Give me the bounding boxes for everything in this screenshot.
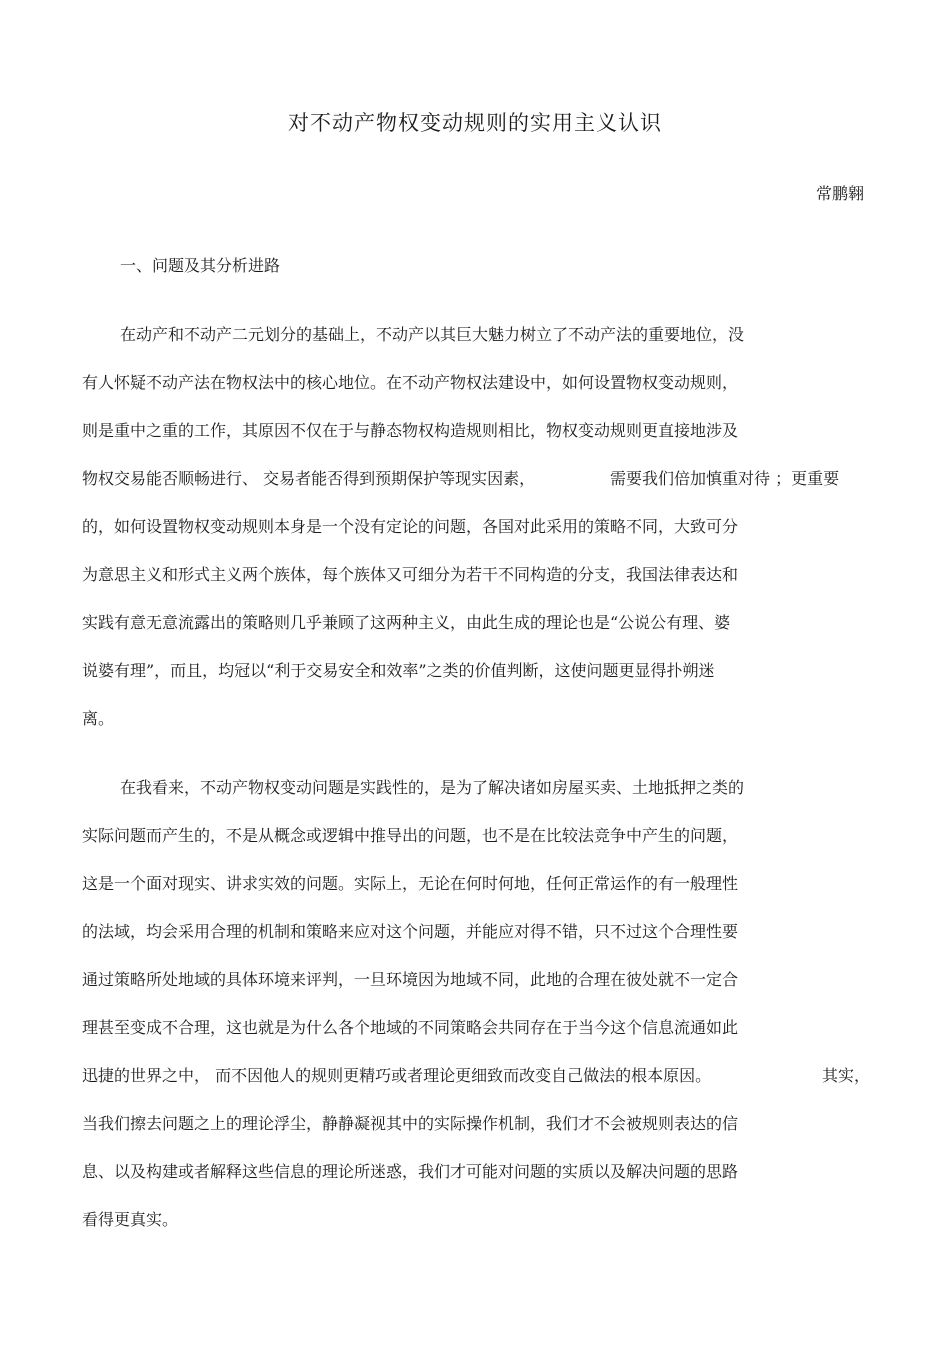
paragraph-line: 为意思主义和形式主义两个族体，每个族体又可细分为若干不同构造的分支，我国法律表达和 (82, 565, 739, 584)
paragraph-line: 实践有意无意流露出的策略则几乎兼顾了这两种主义，由此生成的理论也是“公说公有理、婆 (82, 613, 731, 632)
paragraph-line: 的，如何设置物权变动规则本身是一个没有定论的问题，各国对此采用的策略不同，大致可分 (82, 517, 739, 536)
paragraph-line: 看得更真实。 (82, 1210, 179, 1229)
paragraph-line: 在动产和不动产二元划分的基础上，不动产以其巨大魅力树立了不动产法的重要地位，没 (120, 325, 745, 344)
section-heading: 一、问题及其分析进路 (120, 256, 281, 275)
paragraph-line-tail: 其实， (822, 1066, 871, 1085)
paragraph-line: 有人怀疑不动产法在物权法中的核心地位。在不动产物权法建设中，如何设置物权变动规则， (82, 373, 739, 392)
paragraph-line: 通过策略所处地域的具体环境来评判，一旦环境因为地域不同，此地的合理在彼处就不一定合 (82, 970, 739, 989)
paragraph-line: 迅捷的世界之中， 而不因他人的规则更精巧或者理论更细致而改变自己做法的根本原因。 (82, 1066, 712, 1085)
author-name: 常鹏翱 (815, 184, 864, 203)
paragraph-line: 息、以及构建或者解释这些信息的理论所迷惑，我们才可能对问题的实质以及解决问题的思路 (82, 1162, 739, 1181)
paragraph-line: 物权交易能否顺畅进行、 交易者能否得到预期保护等现实因素， (82, 469, 536, 488)
paragraph-line: 则是重中之重的工作，其原因不仅在于与静态物权构造规则相比，物权变动规则更直接地涉及 (82, 421, 739, 440)
paragraph-line: 离。 (82, 709, 115, 728)
paragraph-line: 当我们擦去问题之上的理论浮尘，静静凝视其中的实际操作机制，我们才不会被规则表达的信 (82, 1114, 739, 1133)
paragraph-line: 的法域，均会采用合理的机制和策略来应对这个问题，并能应对得不错，只不过这个合理性要 (82, 922, 739, 941)
paragraph-line: 理甚至变成不合理，这也就是为什么各个地域的不同策略会共同存在于当今这个信息流通如此 (82, 1018, 739, 1037)
paragraph-line: 这是一个面对现实、讲求实效的问题。实际上，无论在何时何地，任何正常运作的有一般理性 (82, 874, 739, 893)
paragraph-line: 实际问题而产生的，不是从概念或逻辑中推导出的问题，也不是在比较法竞争中产生的问题， (82, 826, 739, 845)
paragraph-line: 说婆有理”，而且，均冠以“利于交易安全和效率”之类的价值判断，这使问题更显得扑朔迷 (82, 661, 715, 680)
document-title: 对不动产物权变动规则的实用主义认识 (288, 111, 662, 135)
paragraph-line-tail: 需要我们倍加慎重对待 ；更重要 (610, 469, 840, 488)
paragraph-line: 在我看来，不动产物权变动问题是实践性的，是为了解决诸如房屋买卖、土地抵押之类的 (120, 778, 745, 797)
